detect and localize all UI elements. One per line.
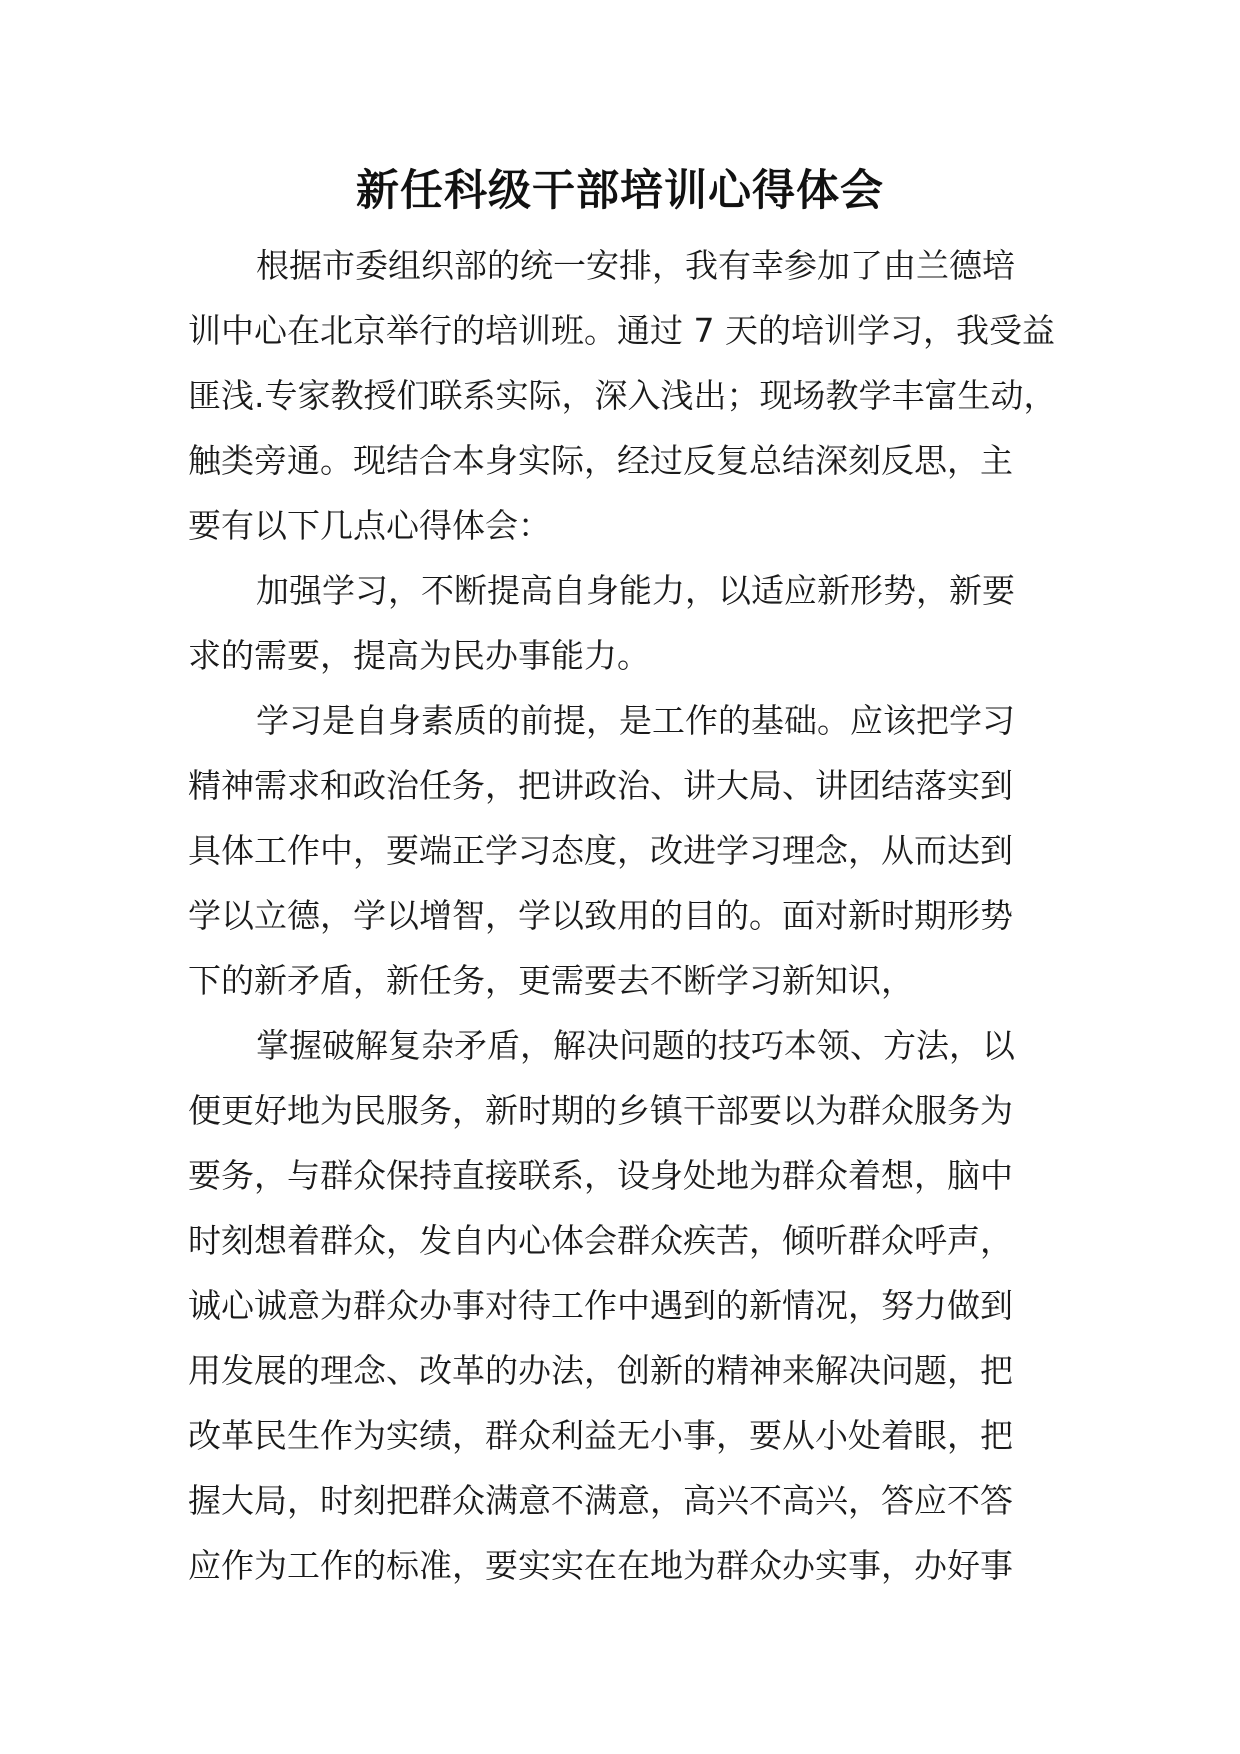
paragraph-line: 触类旁通。现结合本身实际，经过反复总结深刻反思，主	[188, 441, 1013, 480]
paragraph-line: 根据市委组织部的统一安排，我有幸参加了由兰德培	[256, 246, 1015, 285]
paragraph-line: 求的需要，提高为民办事能力。	[188, 636, 650, 675]
paragraph-line: 精神需求和政治任务，把讲政治、讲大局、讲团结落实到	[188, 766, 1013, 805]
paragraph-line: 用发展的理念、改革的办法，创新的精神来解决问题，把	[188, 1351, 1013, 1390]
paragraph-line: 掌握破解复杂矛盾，解决问题的技巧本领、方法，以	[256, 1026, 1015, 1065]
paragraph-line: 加强学习，不断提高自身能力，以适应新形势，新要	[256, 571, 1015, 610]
paragraph-line: 要务，与群众保持直接联系，设身处地为群众着想，脑中	[188, 1156, 1013, 1195]
paragraph-line: 改革民生作为实绩，群众利益无小事，要从小处着眼，把	[188, 1416, 1013, 1455]
paragraph-line: 下的新矛盾，新任务，更需要去不断学习新知识，	[188, 961, 914, 1000]
paragraph-line: 要有以下几点心得体会：	[188, 506, 551, 545]
paragraph-line: 训中心在北京举行的培训班。通过 7 天的培训学习，我受益	[188, 311, 1055, 350]
paragraph-line: 诚心诚意为群众办事对待工作中遇到的新情况，努力做到	[188, 1286, 1013, 1325]
paragraph-line: 具体工作中，要端正学习态度，改进学习理念，从而达到	[188, 831, 1013, 870]
paragraph-line: 学习是自身素质的前提，是工作的基础。应该把学习	[256, 701, 1015, 740]
paragraph-line: 学以立德，学以增智，学以致用的目的。面对新时期形势	[188, 896, 1013, 935]
paragraph-line: 匪浅.专家教授们联系实际，深入浅出；现场教学丰富生动，	[188, 376, 1057, 415]
paragraph-line: 时刻想着群众，发自内心体会群众疾苦，倾听群众呼声，	[188, 1221, 1013, 1260]
paragraph-line: 应作为工作的标准，要实实在在地为群众办实事，办好事	[188, 1546, 1013, 1585]
document-body	[188, 233, 1058, 1598]
document-title: 新任科级干部培训心得体会	[356, 166, 884, 216]
paragraph-line: 握大局，时刻把群众满意不满意，高兴不高兴，答应不答	[188, 1481, 1013, 1520]
paragraph-line: 便更好地为民服务，新时期的乡镇干部要以为群众服务为	[188, 1091, 1013, 1130]
